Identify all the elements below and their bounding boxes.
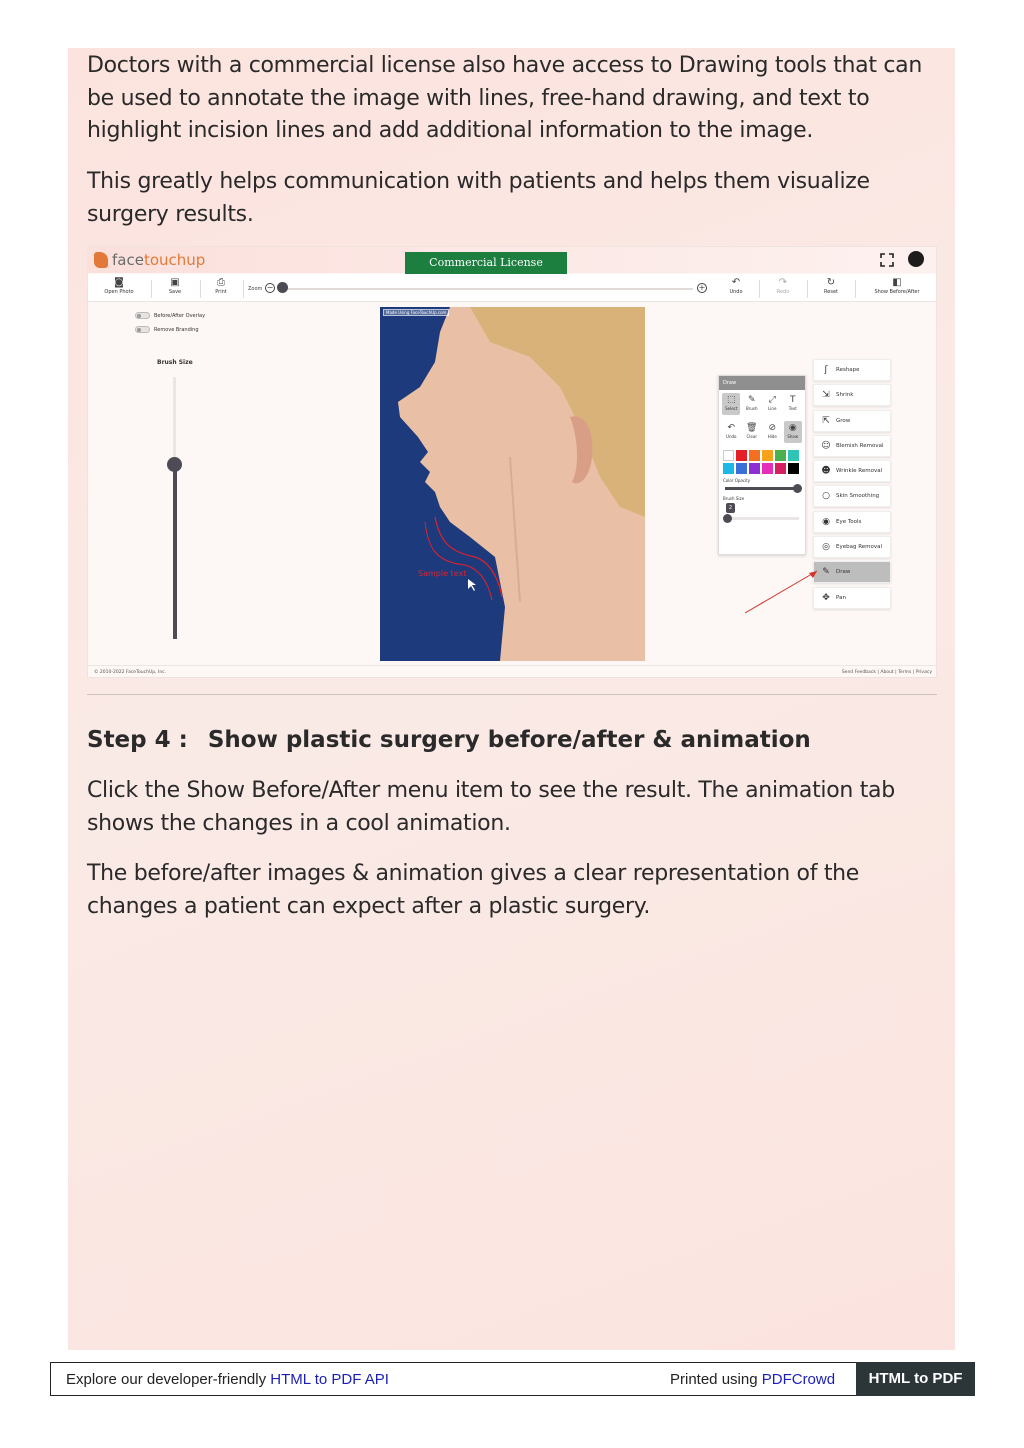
undo-button[interactable] bbox=[714, 277, 758, 301]
zoom-slider-thumb[interactable] bbox=[277, 282, 288, 293]
footer-explore-text: Explore our developer-friendly bbox=[66, 1371, 267, 1388]
pan-icon: ✥ bbox=[822, 592, 830, 603]
redo-icon: ↷ bbox=[778, 277, 788, 288]
patient-photo[interactable] bbox=[380, 307, 645, 661]
redo-button[interactable] bbox=[761, 277, 805, 301]
intro-paragraph-1: Doctors with a commercial license also have access to Drawing tools that can be used to annotate the image with lines, free-hand drawing, and text to highlight incision lines and add additional information to the image. bbox=[87, 53, 922, 143]
fullscreen-icon[interactable] bbox=[880, 253, 894, 267]
clear-label: Clear bbox=[746, 434, 757, 439]
remove-branding-toggle[interactable] bbox=[135, 326, 199, 333]
color-swatch[interactable] bbox=[723, 450, 734, 461]
line-label: Line bbox=[768, 406, 777, 411]
menu-item-reshape[interactable] bbox=[813, 359, 891, 381]
user-account-icon[interactable] bbox=[908, 251, 924, 267]
toolbar-divider bbox=[151, 280, 152, 298]
wrinkle-icon: ☻ bbox=[821, 466, 831, 477]
save-label: Save bbox=[168, 289, 182, 295]
menu-label: Skin Smoothing bbox=[836, 493, 880, 500]
select-label: Select bbox=[725, 406, 738, 411]
text-icon: T bbox=[790, 395, 796, 405]
zoom-in-icon[interactable]: + bbox=[698, 283, 706, 292]
app-screenshot bbox=[87, 246, 937, 678]
draw-brush-size-value: 2 bbox=[726, 503, 735, 513]
footer-printed bbox=[670, 1371, 835, 1388]
menu-item-shrink[interactable] bbox=[813, 384, 891, 406]
step-label: Step 4 : bbox=[87, 727, 188, 753]
body-paragraph-2: The before/after images & animation gives a clear representation of the changes a patient can expect after a plastic surgery. bbox=[87, 861, 860, 919]
text-label: Text bbox=[788, 406, 797, 411]
undo-icon: ↶ bbox=[731, 277, 741, 288]
open-photo-label: Open Photo bbox=[104, 289, 134, 295]
brush-size-thumb[interactable] bbox=[167, 457, 182, 472]
skin-smoothing-icon: ○ bbox=[822, 491, 830, 502]
toggle-switch[interactable] bbox=[135, 312, 150, 319]
menu-label: Reshape bbox=[836, 367, 860, 373]
draw-brush-size-slider[interactable] bbox=[725, 517, 799, 520]
brush-tool[interactable] bbox=[743, 393, 761, 415]
menu-label: Wrinkle Removal bbox=[836, 468, 883, 475]
color-opacity-slider[interactable] bbox=[725, 487, 799, 490]
eye-off-icon: ⊘ bbox=[768, 423, 777, 433]
print-label: Print bbox=[215, 289, 227, 295]
tools-menu bbox=[813, 359, 891, 612]
footer-explore bbox=[66, 1371, 389, 1388]
reshape-icon: ʃ bbox=[824, 365, 828, 375]
toolbar-divider bbox=[759, 280, 760, 298]
html-to-pdf-badge[interactable]: HTML to PDF bbox=[856, 1362, 975, 1396]
printer-icon: ⎙ bbox=[217, 277, 225, 288]
step-heading bbox=[87, 724, 811, 756]
zoom-out-icon[interactable]: − bbox=[266, 283, 274, 292]
print-button[interactable] bbox=[199, 277, 243, 301]
color-swatch[interactable] bbox=[749, 463, 760, 474]
brush-size-label: Brush Size bbox=[157, 359, 193, 366]
zoom-slider-track[interactable] bbox=[283, 288, 693, 290]
brush-icon: ✎ bbox=[747, 395, 756, 405]
zoom-label: Zoom bbox=[248, 286, 263, 292]
pdfcrowd-footer bbox=[50, 1362, 974, 1396]
color-swatch[interactable] bbox=[775, 450, 786, 461]
menu-label: Eye Tools bbox=[836, 518, 862, 525]
menu-label: Grow bbox=[836, 417, 851, 424]
pdfcrowd-link[interactable]: PDFCrowd bbox=[761, 1371, 836, 1388]
brush-size-fill bbox=[173, 465, 177, 639]
color-swatch[interactable] bbox=[736, 450, 747, 461]
trash-icon: 🗑 bbox=[746, 423, 758, 433]
app-footer-links[interactable]: Send Feedback | About | Terms | Privacy bbox=[841, 670, 932, 675]
color-swatch[interactable] bbox=[749, 450, 760, 461]
clear-button[interactable] bbox=[743, 421, 761, 443]
footer-printed-text: Printed using bbox=[670, 1371, 758, 1388]
license-banner: Commercial License bbox=[405, 252, 567, 274]
draw-actions-row bbox=[719, 418, 805, 446]
save-button[interactable] bbox=[153, 277, 197, 301]
draw-undo-label: Undo bbox=[726, 434, 737, 439]
line-tool[interactable] bbox=[763, 393, 781, 415]
compare-icon: ◧ bbox=[892, 277, 902, 288]
grow-icon: ⇱ bbox=[822, 415, 830, 426]
draw-panel-header[interactable] bbox=[719, 376, 805, 390]
before-after-overlay-toggle[interactable] bbox=[135, 312, 205, 319]
html-to-pdf-api-link[interactable]: HTML to PDF API bbox=[270, 1371, 389, 1388]
undo-label: Undo bbox=[729, 289, 743, 295]
brush-label: Brush bbox=[745, 406, 758, 411]
draw-icon: ✎ bbox=[822, 567, 830, 578]
logo-face: face bbox=[112, 251, 144, 269]
reset-button[interactable] bbox=[809, 277, 853, 301]
draw-panel bbox=[718, 375, 806, 555]
section-divider bbox=[87, 694, 937, 695]
hide-label: Hide bbox=[767, 434, 777, 439]
app-footer bbox=[88, 665, 937, 678]
scrollbar[interactable] bbox=[936, 517, 937, 635]
draw-tools-row bbox=[719, 390, 805, 418]
color-swatches bbox=[719, 446, 805, 478]
line-icon: ⤢ bbox=[768, 395, 776, 405]
menu-item-blemish-removal[interactable] bbox=[813, 435, 891, 457]
menu-label: Pan bbox=[836, 594, 846, 601]
show-before-after-label: Show Before/After bbox=[874, 289, 920, 295]
draw-brush-size-thumb[interactable] bbox=[723, 514, 732, 523]
color-swatch[interactable] bbox=[736, 463, 747, 474]
open-photo-button[interactable] bbox=[97, 277, 141, 301]
camera-icon: ◙ bbox=[114, 277, 124, 288]
app-copyright: © 2010-2022 FaceTouchUp, Inc. bbox=[94, 670, 167, 675]
menu-label: Shrink bbox=[836, 392, 854, 399]
toggle-switch[interactable] bbox=[135, 326, 150, 333]
remove-branding-label: Remove Branding bbox=[154, 326, 199, 333]
before-after-overlay-label: Before/After Overlay bbox=[154, 312, 206, 319]
draw-undo-button[interactable] bbox=[722, 421, 740, 443]
toolbar-divider bbox=[855, 280, 856, 298]
reset-icon: ↻ bbox=[826, 277, 836, 288]
color-swatch[interactable] bbox=[762, 463, 773, 474]
logo-touch: touch bbox=[143, 251, 187, 269]
select-tool[interactable] bbox=[722, 393, 740, 415]
color-swatch[interactable] bbox=[788, 463, 799, 474]
blemish-icon: ☺ bbox=[821, 440, 831, 451]
logo-mark-icon bbox=[94, 252, 108, 268]
made-using-watermark: Made Using FaceTouchUp.com bbox=[383, 309, 449, 316]
menu-label: Blemish Removal bbox=[836, 442, 884, 449]
show-button[interactable] bbox=[784, 421, 802, 443]
color-swatch[interactable] bbox=[723, 463, 734, 474]
app-toolbar bbox=[88, 274, 937, 302]
page-background bbox=[68, 48, 955, 1350]
hide-button[interactable] bbox=[763, 421, 781, 443]
undo-icon: ↶ bbox=[727, 423, 736, 433]
toolbar-divider bbox=[807, 280, 808, 298]
logo-up: up bbox=[186, 251, 206, 269]
sample-text-annotation[interactable]: Sample text bbox=[418, 569, 467, 578]
menu-label: Draw bbox=[836, 569, 851, 576]
toolbar-divider bbox=[243, 280, 244, 298]
menu-label: Eyebag Removal bbox=[836, 544, 883, 551]
reset-label: Reset bbox=[824, 289, 838, 295]
pointer-arrow bbox=[743, 565, 823, 615]
menu-item-wrinkle-removal[interactable] bbox=[813, 460, 891, 482]
menu-item-eye-tools[interactable] bbox=[813, 511, 891, 533]
color-opacity-thumb[interactable] bbox=[793, 484, 802, 493]
color-swatch[interactable] bbox=[788, 450, 799, 461]
show-label: Show bbox=[787, 434, 799, 439]
patient-profile-image bbox=[380, 307, 645, 661]
menu-item-draw[interactable] bbox=[813, 561, 891, 583]
redo-label: Redo bbox=[776, 289, 790, 295]
app-header bbox=[88, 247, 937, 273]
color-swatch[interactable] bbox=[775, 463, 786, 474]
body-paragraph-1: Click the Show Before/After menu item to see the result. The animation tab shows the changes in a cool animation. bbox=[87, 778, 895, 836]
app-logo[interactable] bbox=[94, 251, 205, 269]
eyebag-icon: ◎ bbox=[822, 542, 830, 553]
eye-icon: ◉ bbox=[822, 516, 830, 527]
shrink-icon: ⇲ bbox=[822, 390, 830, 401]
color-opacity-label: Color Opacity bbox=[723, 478, 751, 483]
text-tool[interactable] bbox=[784, 393, 802, 415]
menu-item-skin-smoothing[interactable] bbox=[813, 485, 891, 507]
draw-brush-size-label: Brush Size bbox=[723, 496, 745, 501]
color-swatch[interactable] bbox=[762, 450, 773, 461]
intro-paragraph-2: This greatly helps communication with patients and helps them visualize surgery results. bbox=[87, 169, 870, 227]
draw-panel-title: Draw bbox=[723, 380, 737, 386]
step-title: Show plastic surgery before/after & animation bbox=[207, 727, 811, 753]
menu-item-grow[interactable] bbox=[813, 410, 891, 432]
eye-icon: ◉ bbox=[788, 423, 797, 433]
show-before-after-button[interactable] bbox=[868, 277, 926, 301]
select-icon: ⬚ bbox=[726, 395, 736, 405]
menu-item-pan[interactable] bbox=[813, 587, 891, 609]
save-icon: ▣ bbox=[170, 277, 180, 288]
menu-item-eyebag-removal[interactable] bbox=[813, 536, 891, 558]
